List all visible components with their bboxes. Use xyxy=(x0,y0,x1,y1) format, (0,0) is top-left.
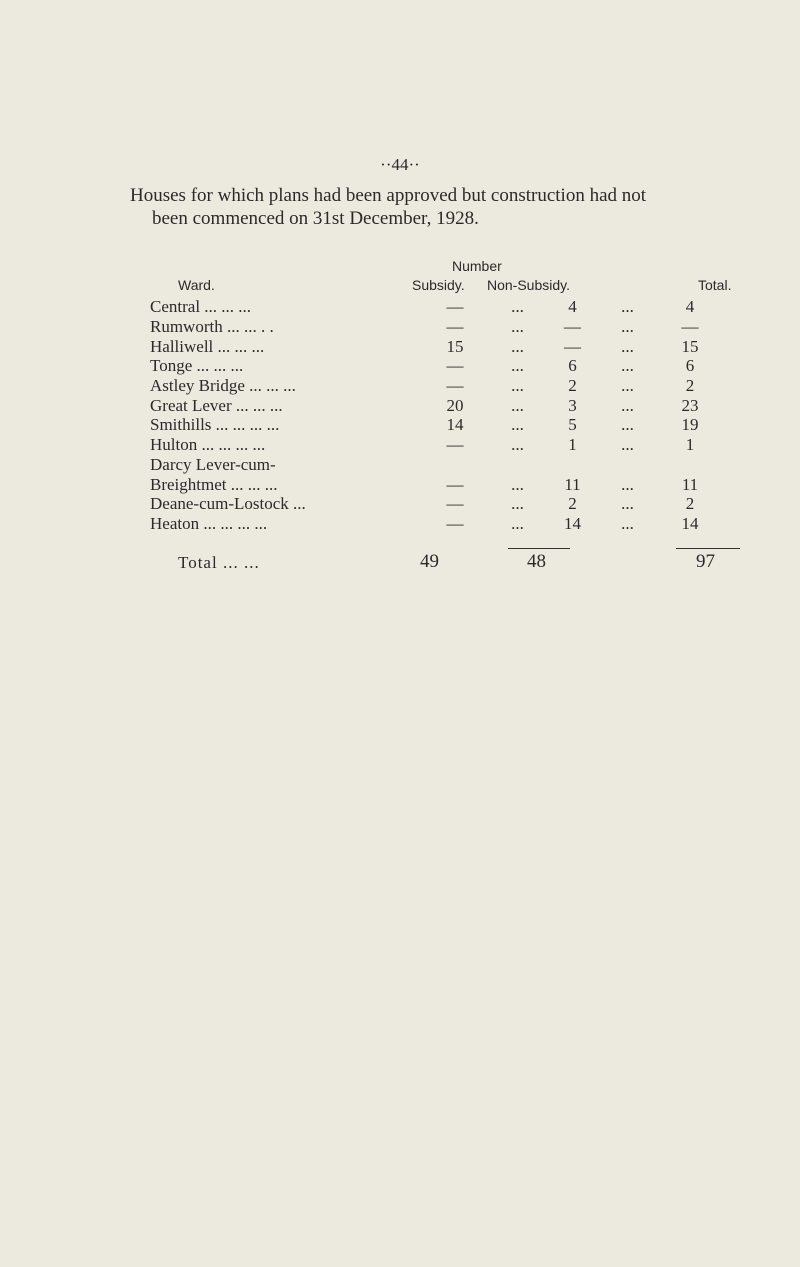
caption-line-2: been commenced on 31st December, 1928. xyxy=(152,208,479,229)
leader-dots: ... xyxy=(621,376,634,396)
ward-cell: Darcy Lever-cum- xyxy=(150,454,276,474)
leader-dots: ... xyxy=(621,317,634,337)
ward-cell: Great Lever ... ... ... xyxy=(150,395,283,415)
subsidy-cell: — xyxy=(446,376,464,396)
total-total: 97 xyxy=(696,551,715,572)
ward-cell: Central ... ... ... xyxy=(150,297,252,317)
ward-cell: Breightmet ... ... ... xyxy=(150,474,278,494)
leader-dots: ... xyxy=(621,336,634,356)
subsidy-cell: — xyxy=(446,513,464,533)
header-subsidy: Subsidy. xyxy=(412,277,465,293)
leader-dots: ... xyxy=(621,297,634,317)
rule-non-subsidy xyxy=(508,548,570,549)
total-non-subsidy: 48 xyxy=(527,551,546,572)
leader-dots: ... xyxy=(511,356,524,376)
table-row xyxy=(150,514,725,534)
non-subsidy-cell: 6 xyxy=(568,356,577,376)
subsidy-cell: — xyxy=(446,297,464,317)
table-row xyxy=(150,297,725,317)
leader-dots: ... xyxy=(621,435,634,455)
table-row xyxy=(150,494,725,514)
non-subsidy-cell: 5 xyxy=(568,415,577,435)
non-subsidy-cell: 1 xyxy=(568,435,577,455)
leader-dots xyxy=(600,455,655,475)
total-cell: 2 xyxy=(685,494,695,514)
table-row xyxy=(150,474,725,494)
total-cell: 11 xyxy=(681,474,699,494)
houses-table-body xyxy=(150,297,725,533)
non-subsidy-cell: 2 xyxy=(568,376,577,396)
leader-dots: ... xyxy=(511,297,524,317)
caption-line-1: Houses for which plans had been approved but construction had not xyxy=(130,185,647,206)
subsidy-cell: — xyxy=(446,356,464,376)
header-total: Total. xyxy=(698,277,732,293)
total-cell: 2 xyxy=(685,376,695,396)
subsidy-cell: — xyxy=(446,435,464,455)
ward-cell: Smithills ... ... ... ... xyxy=(150,415,280,435)
subsidy-cell: 15 xyxy=(446,336,464,356)
leader-dots: ... xyxy=(621,356,634,376)
header-non-subsidy: Non-Subsidy. xyxy=(487,277,571,293)
table-row xyxy=(150,376,725,396)
subsidy-cell xyxy=(420,455,490,475)
subsidy-cell: — xyxy=(446,317,464,337)
ward-cell: Heaton ... ... ... ... xyxy=(150,513,268,533)
leader-dots: ... xyxy=(511,474,524,494)
leader-dots: ... xyxy=(621,415,634,435)
leader-dots: ... xyxy=(511,415,524,435)
non-subsidy-cell: — xyxy=(564,336,581,356)
leader-dots: ... xyxy=(621,395,634,415)
subsidy-cell: — xyxy=(446,494,464,514)
non-subsidy-cell: 2 xyxy=(568,494,577,514)
total-cell: 1 xyxy=(685,435,695,455)
non-subsidy-cell: 11 xyxy=(564,474,581,494)
houses-table xyxy=(150,297,725,533)
leader-dots xyxy=(490,455,545,475)
table-caption xyxy=(130,184,770,230)
non-subsidy-cell: 3 xyxy=(568,395,577,415)
table-row xyxy=(150,455,725,475)
ward-cell: Halliwell ... ... ... xyxy=(150,336,265,356)
non-subsidy-cell xyxy=(545,455,600,475)
non-subsidy-cell: 14 xyxy=(564,513,581,533)
page-number: ··44·· xyxy=(380,155,420,174)
table-row xyxy=(150,356,725,376)
total-cell: 14 xyxy=(681,513,699,533)
total-cell: 23 xyxy=(681,395,699,415)
non-subsidy-cell: — xyxy=(564,317,581,337)
subsidy-cell: — xyxy=(446,474,464,494)
subsidy-cell: 20 xyxy=(446,395,464,415)
total-cell: 4 xyxy=(685,297,695,317)
table-row xyxy=(150,435,725,455)
total-cell: 6 xyxy=(685,356,695,376)
leader-dots: ... xyxy=(511,336,524,356)
total-cell: 19 xyxy=(681,415,699,435)
table-row xyxy=(150,317,725,337)
total-label: Total ... ... xyxy=(178,553,260,572)
non-subsidy-cell: 4 xyxy=(568,297,577,317)
leader-dots: ... xyxy=(511,435,524,455)
total-subsidy: 49 xyxy=(420,551,439,572)
leader-dots: ... xyxy=(511,376,524,396)
table-row xyxy=(150,415,725,435)
ward-cell: Deane-cum-Lostock ... xyxy=(150,494,306,514)
leader-dots: ... xyxy=(621,513,634,533)
ward-cell: Hulton ... ... ... ... xyxy=(150,435,266,455)
rule-total xyxy=(676,548,740,549)
header-ward: Ward. xyxy=(178,277,215,293)
leader-dots: ... xyxy=(511,494,524,514)
subsidy-cell: 14 xyxy=(446,415,464,435)
total-cell: 15 xyxy=(681,336,699,356)
total-cell: — xyxy=(681,317,699,337)
ward-cell: Tonge ... ... ... xyxy=(150,356,244,376)
table-row xyxy=(150,336,725,356)
leader-dots: ... xyxy=(511,395,524,415)
ward-cell: Astley Bridge ... ... ... xyxy=(150,376,296,396)
total-cell xyxy=(655,455,725,475)
leader-dots: ... xyxy=(511,317,524,337)
header-number: Number xyxy=(452,258,502,274)
leader-dots: ... xyxy=(511,513,524,533)
leader-dots: ... xyxy=(621,494,634,514)
leader-dots: ... xyxy=(621,474,634,494)
table-row xyxy=(150,395,725,415)
ward-cell: Rumworth ... ... . . xyxy=(150,317,274,337)
